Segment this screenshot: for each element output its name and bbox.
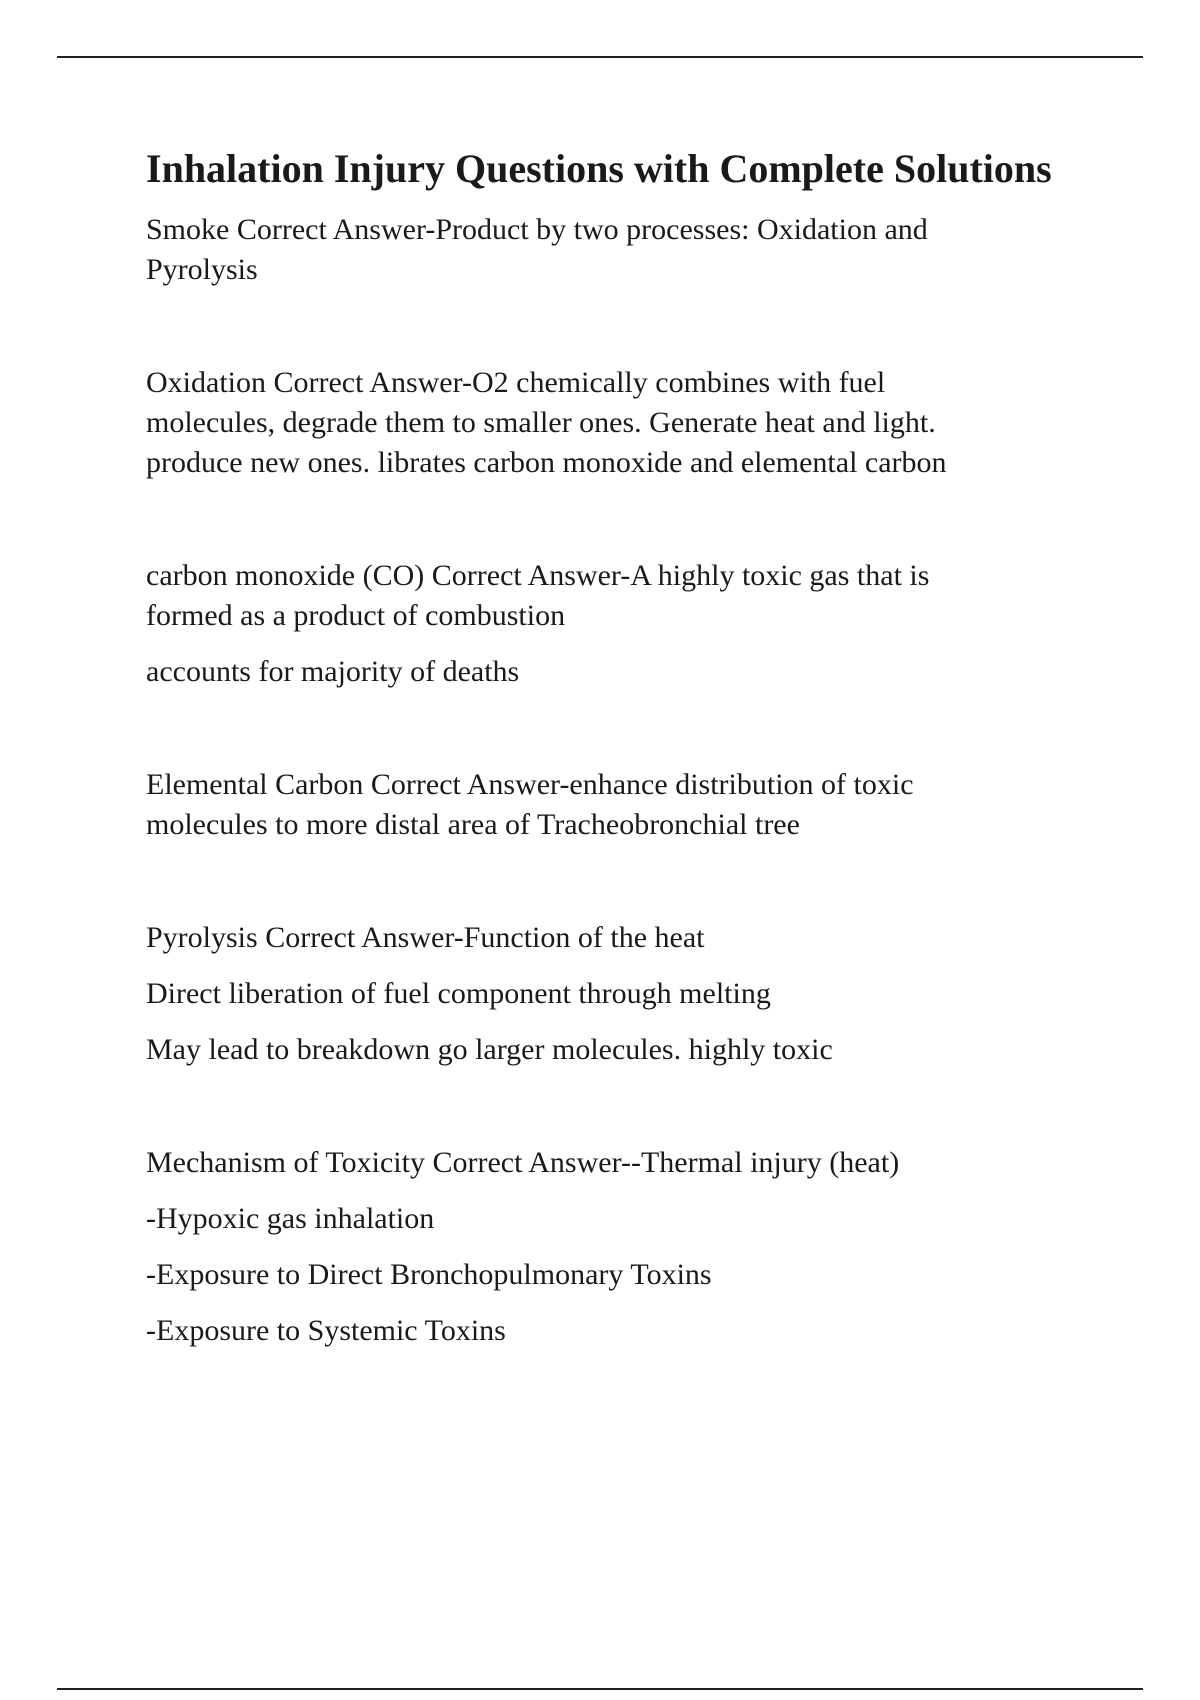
entry-text: Mechanism of Toxicity Correct Answer--Thermal injury (heat)	[146, 1146, 900, 1179]
entry-text: molecules, degrade them to smaller ones. Generate heat and light.	[146, 406, 936, 439]
entry-text: produce new ones. librates carbon monoxide and elemental carbon	[146, 446, 947, 479]
entry-extra-text: -Hypoxic gas inhalation	[146, 1202, 435, 1235]
entry-text: formed as a product of combustion	[146, 599, 566, 632]
entry-extra-text: accounts for majority of deaths	[146, 655, 520, 688]
qa-entry-carbon-monoxide	[146, 556, 1086, 692]
qa-entry-mechanism-of-toxicity	[146, 1143, 1086, 1351]
entry-text: molecules to more distal area of Tracheobronchial tree	[146, 808, 800, 841]
entry-text: Pyrolysis Correct Answer-Function of the heat	[146, 921, 705, 954]
entry-text: carbon monoxide (CO) Correct Answer-A highly toxic gas that is	[146, 559, 930, 592]
qa-entry-smoke	[146, 210, 1086, 290]
document-body	[146, 140, 1086, 1351]
document-title: Inhalation Injury Questions with Complete Solutions	[146, 146, 1052, 191]
bottom-rule	[57, 1688, 1143, 1690]
qa-entry-pyrolysis	[146, 918, 1086, 1070]
entry-extra-text: May lead to breakdown go larger molecules. highly toxic	[146, 1033, 833, 1066]
entry-text: Pyrolysis	[146, 253, 258, 286]
entry-extra-text: Direct liberation of fuel component through melting	[146, 977, 771, 1010]
entry-extra-text: -Exposure to Systemic Toxins	[146, 1314, 506, 1347]
entry-text: Oxidation Correct Answer-O2 chemically combines with fuel	[146, 366, 886, 399]
qa-entry-oxidation	[146, 363, 1086, 483]
entry-extra-text: -Exposure to Direct Bronchopulmonary Toxins	[146, 1258, 712, 1291]
qa-entry-elemental-carbon	[146, 765, 1086, 845]
entry-text: Elemental Carbon Correct Answer-enhance distribution of toxic	[146, 768, 914, 801]
entry-text: Smoke Correct Answer-Product by two processes: Oxidation and	[146, 213, 928, 246]
top-rule	[57, 56, 1143, 58]
